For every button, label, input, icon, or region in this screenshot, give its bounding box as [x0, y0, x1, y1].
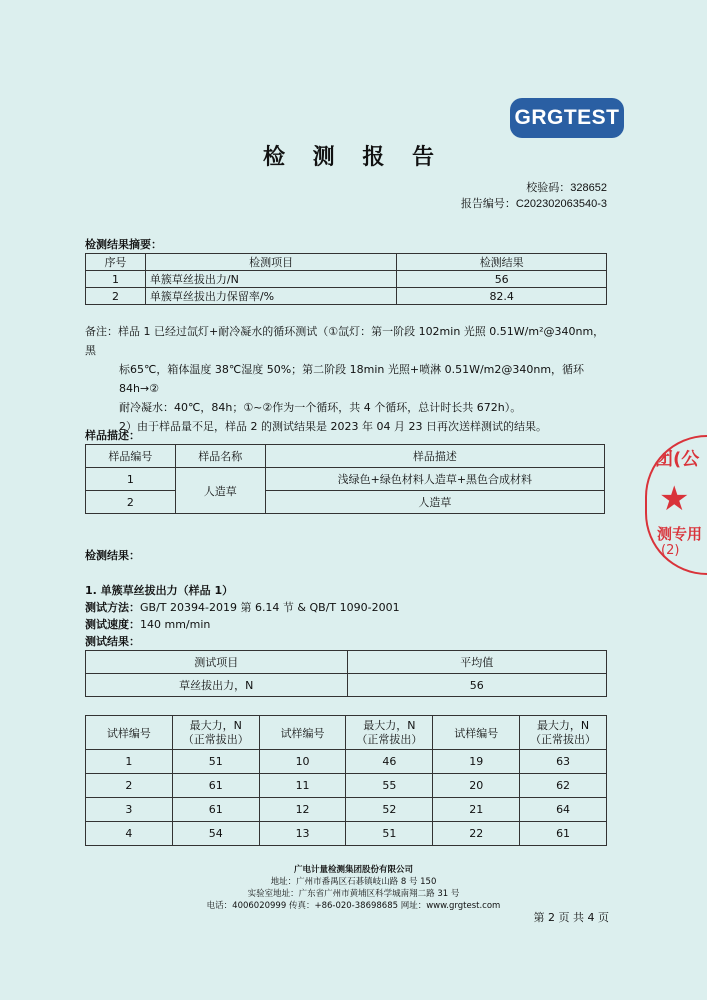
- note-line: 备注：样品 1 已经过氙灯+耐冷凝水的循环测试（①氙灯：第一阶段 102min 光照 0.51W/m²@340nm，黑: [85, 325, 605, 357]
- sample-desc-label: 样品描述：: [85, 429, 140, 442]
- test-method: 测试方法：GB/T 20394-2019 第 6.14 节 & QB/T 1090-2001: [85, 601, 400, 614]
- table-row: 1 51 10 46 19 63: [86, 750, 607, 774]
- footer-lab: 实验室地址：广东省广州市黄埔区科学城南翔二路 31 号: [247, 889, 460, 899]
- notes: [85, 322, 615, 436]
- results-label: 检测结果：: [85, 549, 140, 562]
- star-icon: ★: [659, 479, 690, 519]
- summary-header: 检测项目: [145, 254, 397, 271]
- footer-company: 广电计量检测集团股份有限公司: [293, 865, 413, 875]
- table-row: 3 61 12 52 21 64: [86, 798, 607, 822]
- note-line: 2）由于样品量不足，样品 2 的测试结果是 2023 年 04 月 23 日再次送样测试的结果。: [119, 420, 547, 433]
- summary-label: 检测结果摘要：: [85, 238, 162, 251]
- table-row: 2 人造草: [86, 491, 605, 514]
- sample-desc-table: 样品编号 样品名称 样品描述 1 人造草 浅绿色+绿色材料人造草+黑色合成材料 2 人造草: [85, 444, 605, 514]
- footer-address: 地址：广州市番禺区石碁镇岐山路 8 号 150: [270, 877, 437, 887]
- summary-table: [85, 253, 607, 305]
- grgtest-logo: GRGTEST: [510, 98, 624, 138]
- note-line: 耐冷凝水：40℃，84h；①~②作为一个循环，共 4 个循环，总计时长共 672h）。: [119, 401, 522, 414]
- test-heading: 1. 单簇草丝拔出力（样品 1）: [85, 584, 234, 597]
- note-line: 标65℃，箱体温度 38℃湿度 50%；第二阶段 18min 光照+喷淋 0.51W/m2@340nm，循环 84h→②: [119, 363, 585, 395]
- test-result-label: 测试结果：: [85, 635, 140, 648]
- page-number: 第 2 页 共 4 页: [533, 911, 609, 924]
- average-table: 测试项目 平均值 草丝拔出力，N 56: [85, 650, 607, 697]
- sample-name: 人造草: [175, 468, 265, 514]
- summary-header: 序号: [86, 254, 146, 271]
- table-row: 4 54 13 51 22 61: [86, 822, 607, 846]
- table-row: 2 单簇草丝拔出力保留率/% 82.4: [86, 288, 607, 305]
- table-row: 1 单簇草丝拔出力/N 56: [86, 271, 607, 288]
- official-stamp: 团(公 ★ 测专用 (2): [645, 435, 707, 575]
- table-row: 草丝拔出力，N 56: [86, 674, 607, 697]
- test-speed: 测试速度：140 mm/min: [85, 618, 211, 631]
- report-number: 报告编号：C202302063540-3: [460, 197, 607, 210]
- detail-table: 试样编号 最大力，N （正常拔出） 试样编号 最大力，N （正常拔出） 试样编号 最大力，N （正常拔出） 1 51 10 46 19 63 2 61 11 55 20 62 3 61 12 52 21 64 4 54 13 51 22 61: [85, 715, 607, 846]
- report-title: 检 测 报 告: [263, 144, 444, 170]
- check-code: 校验码：328652: [526, 181, 607, 194]
- summary-header: 检测结果: [397, 254, 607, 271]
- footer-contact: 电话：4006020999 传真：+86-020-38698685 网址：www.grgtest.com: [206, 901, 501, 911]
- table-row: 2 61 11 55 20 62: [86, 774, 607, 798]
- table-row: 1 人造草 浅绿色+绿色材料人造草+黑色合成材料: [86, 468, 605, 491]
